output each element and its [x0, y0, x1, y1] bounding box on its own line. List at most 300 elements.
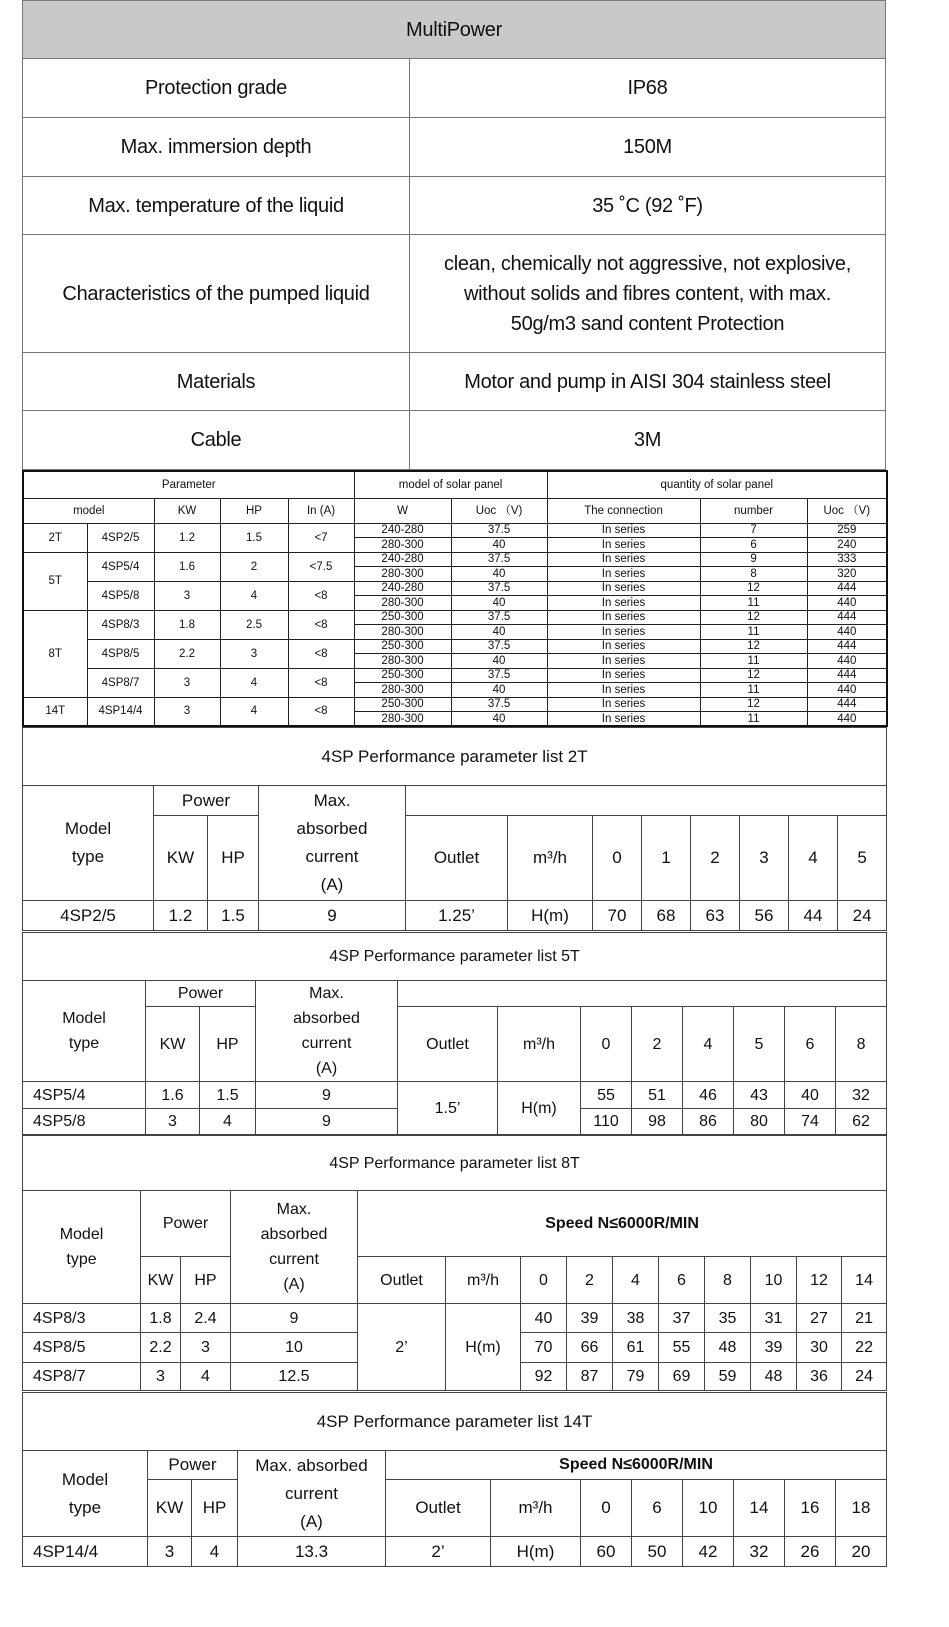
table-cell: HP	[181, 1257, 231, 1304]
table-cell: In series	[547, 654, 700, 669]
table-cell: 4	[220, 668, 288, 697]
table-cell: 250-300	[354, 639, 451, 654]
table-cell: 3	[154, 668, 220, 697]
table-cell: In series	[547, 552, 700, 567]
table-cell: 37.5	[451, 639, 547, 654]
table-cell: 444	[807, 610, 887, 625]
table-cell: 6	[700, 538, 807, 553]
table-cell	[398, 981, 887, 1007]
table-cell: 9	[259, 901, 406, 931]
table-cell: 11	[700, 712, 807, 727]
spec-value: Motor and pump in AISI 304 stainless steel	[410, 353, 886, 411]
table-cell: 5T	[23, 552, 87, 610]
table-cell: 30	[797, 1333, 842, 1363]
table-title-row	[23, 1393, 887, 1451]
table-title: 4SP Performance parameter list 2T	[23, 728, 887, 786]
table-cell: 280-300	[354, 654, 451, 669]
table-cell: 259	[807, 523, 887, 538]
spec-value: 35 ˚C (92 ˚F)	[410, 177, 886, 235]
table-cell: 20	[836, 1537, 887, 1567]
table-cell: Power	[154, 786, 259, 816]
table-cell: 32	[836, 1082, 887, 1109]
table-cell: 1.5	[208, 901, 259, 931]
table-cell: Max. absorbed current (A)	[259, 786, 406, 901]
table-cell: 3	[220, 639, 288, 668]
perf-table-2t	[22, 727, 886, 931]
table-cell: Power	[148, 1451, 238, 1480]
table-cell: 39	[751, 1333, 797, 1363]
table-cell: 2’	[386, 1537, 491, 1567]
table-cell: Max. absorbed current (A)	[238, 1451, 386, 1537]
table-cell: 1.25’	[406, 901, 508, 931]
table-cell: 4	[220, 697, 288, 726]
table-cell: 110	[581, 1109, 632, 1135]
table-title-row	[23, 728, 887, 786]
table-cell: 4SP14/4	[87, 697, 154, 726]
table-cell: Model type	[23, 1191, 141, 1304]
table-cell: 32	[734, 1537, 785, 1567]
table-cell: 98	[632, 1109, 683, 1135]
table-cell: 48	[705, 1333, 751, 1363]
table-row	[23, 1191, 887, 1257]
table-cell: <7.5	[288, 552, 354, 581]
table-cell: KW	[154, 498, 220, 523]
table-cell: 4SP2/5	[87, 523, 154, 552]
table-cell: 240-280	[354, 552, 451, 567]
table-cell: 24	[842, 1363, 887, 1391]
table-cell: <8	[288, 610, 354, 639]
table-cell: 70	[593, 901, 642, 931]
table-cell: 1.8	[154, 610, 220, 639]
spec-label: Max. immersion depth	[23, 118, 410, 177]
table-cell: 11	[700, 654, 807, 669]
table-cell: H(m)	[498, 1082, 581, 1135]
table-cell: <8	[288, 668, 354, 697]
table-cell: KW	[141, 1257, 181, 1304]
table-cell: Power	[141, 1191, 231, 1257]
table-row	[23, 1304, 887, 1333]
table-cell: 0	[521, 1257, 567, 1304]
table-title-row	[23, 933, 887, 981]
table-cell	[406, 786, 887, 816]
table-cell: 3	[154, 581, 220, 610]
table-row	[23, 1007, 887, 1082]
table-cell: 240-280	[354, 523, 451, 538]
table-cell: 24	[838, 901, 887, 931]
table-cell: 4	[220, 581, 288, 610]
table-cell: 74	[785, 1109, 836, 1135]
table-row	[23, 668, 887, 683]
table-cell: 4	[181, 1363, 231, 1391]
table-cell: 2.5	[220, 610, 288, 639]
table-cell: H(m)	[491, 1537, 581, 1567]
table-row	[23, 786, 887, 816]
table-cell: 444	[807, 697, 887, 712]
table-cell: 80	[734, 1109, 785, 1135]
table-cell: 70	[521, 1333, 567, 1363]
table-cell: Power	[146, 981, 256, 1007]
table-cell: Model type	[23, 1451, 148, 1537]
table-cell: 3	[181, 1333, 231, 1363]
table-cell: m³/h	[498, 1007, 581, 1082]
table-cell: 40	[451, 567, 547, 582]
table-cell: 250-300	[354, 610, 451, 625]
table-title: 4SP Performance parameter list 8T	[23, 1136, 887, 1191]
table-cell: 37.5	[451, 581, 547, 596]
table-cell: 2	[691, 816, 740, 901]
table-cell: 3	[141, 1363, 181, 1391]
table-cell: Outlet	[358, 1257, 446, 1304]
table-cell: 12	[700, 668, 807, 683]
table-cell: 2.2	[154, 639, 220, 668]
perf-table-14t	[22, 1392, 886, 1567]
table-cell: In (A)	[288, 498, 354, 523]
table-cell: 1.6	[146, 1082, 200, 1109]
table-cell: In series	[547, 639, 700, 654]
table-cell: 61	[613, 1333, 659, 1363]
spec-label: Cable	[23, 411, 410, 470]
spec-label: Characteristics of the pumped liquid	[23, 235, 410, 353]
table-cell: H(m)	[446, 1304, 521, 1391]
table-cell: Max. absorbed current (A)	[231, 1191, 358, 1304]
spec-title: MultiPower	[23, 1, 886, 59]
table-cell: 56	[740, 901, 789, 931]
table-cell: 5	[734, 1007, 785, 1082]
table-cell: In series	[547, 697, 700, 712]
table-cell: 6	[785, 1007, 836, 1082]
table-row	[23, 1480, 887, 1537]
spec-label: Materials	[23, 353, 410, 411]
table-cell: In series	[547, 567, 700, 582]
table-row	[23, 981, 887, 1007]
table-cell: In series	[547, 596, 700, 611]
table-cell: 8	[700, 567, 807, 582]
table-row	[23, 639, 887, 654]
table-cell: m³/h	[491, 1480, 581, 1537]
table-cell: 44	[789, 901, 838, 931]
table-cell: In series	[547, 625, 700, 640]
table-cell: 440	[807, 654, 887, 669]
table-row	[23, 1537, 887, 1567]
table-cell: 4SP8/7	[87, 668, 154, 697]
table-cell: 1.6	[154, 552, 220, 581]
table-cell: <8	[288, 639, 354, 668]
table-cell: 2	[567, 1257, 613, 1304]
table-row	[23, 1257, 887, 1304]
table-cell: 444	[807, 581, 887, 596]
table-cell: 1	[642, 816, 691, 901]
table-cell: 4	[789, 816, 838, 901]
table-cell: 280-300	[354, 538, 451, 553]
table-cell: 440	[807, 712, 887, 727]
spec-value: IP68	[410, 59, 886, 118]
table-cell: Parameter	[23, 471, 354, 498]
table-cell: In series	[547, 523, 700, 538]
table-cell: 48	[751, 1363, 797, 1391]
table-cell: 13.3	[238, 1537, 386, 1567]
table-cell: 4SP8/5	[87, 639, 154, 668]
table-cell: 8	[705, 1257, 751, 1304]
table-cell: 10	[231, 1333, 358, 1363]
table-cell: 37.5	[451, 610, 547, 625]
table-cell: 37.5	[451, 552, 547, 567]
table-cell: m³/h	[508, 816, 593, 901]
table-cell: 37.5	[451, 697, 547, 712]
table-cell: 63	[691, 901, 740, 931]
table-cell: 440	[807, 596, 887, 611]
table-cell: 280-300	[354, 596, 451, 611]
table-cell: 1.5	[220, 523, 288, 552]
table-cell: 9	[231, 1304, 358, 1333]
table-cell: 250-300	[354, 668, 451, 683]
table-cell: 36	[797, 1363, 842, 1391]
table-cell: 22	[842, 1333, 887, 1363]
table-cell: HP	[220, 498, 288, 523]
table-cell: 12	[700, 697, 807, 712]
table-cell: 11	[700, 683, 807, 698]
table-cell: 4	[200, 1109, 256, 1135]
table-cell: 4SP8/3	[87, 610, 154, 639]
table-cell: 280-300	[354, 683, 451, 698]
table-cell: 42	[683, 1537, 734, 1567]
table-cell: 39	[567, 1304, 613, 1333]
spec-value: 150M	[410, 118, 886, 177]
table-cell: 2	[632, 1007, 683, 1082]
table-cell: 4SP14/4	[23, 1537, 148, 1567]
table-row	[23, 901, 887, 931]
table-row	[23, 498, 887, 523]
table-cell: H(m)	[508, 901, 593, 931]
table-cell: 35	[705, 1304, 751, 1333]
table-cell: 4SP5/4	[23, 1082, 146, 1109]
table-cell: 66	[567, 1333, 613, 1363]
table-cell: <8	[288, 581, 354, 610]
table-row	[23, 523, 887, 538]
table-cell: 3	[148, 1537, 192, 1567]
spec-label: Max. temperature of the liquid	[23, 177, 410, 235]
table-cell: 2.4	[181, 1304, 231, 1333]
table-cell: m³/h	[446, 1257, 521, 1304]
table-title-row	[23, 471, 887, 498]
table-cell: KW	[146, 1007, 200, 1082]
table-cell: In series	[547, 712, 700, 727]
table-cell: 40	[785, 1082, 836, 1109]
table-cell: 37.5	[451, 668, 547, 683]
table-row	[23, 581, 887, 596]
table-cell: W	[354, 498, 451, 523]
table-cell: 43	[734, 1082, 785, 1109]
table-cell: HP	[192, 1480, 238, 1537]
table-cell: 14	[734, 1480, 785, 1537]
table-cell: 55	[581, 1082, 632, 1109]
table-cell: 1.2	[154, 523, 220, 552]
table-cell: 12	[797, 1257, 842, 1304]
table-cell: 55	[659, 1333, 705, 1363]
table-cell: 6	[632, 1480, 683, 1537]
table-row	[23, 552, 887, 567]
table-cell: 79	[613, 1363, 659, 1391]
table-cell: 40	[451, 683, 547, 698]
perf-table-5t	[22, 932, 886, 1135]
table-cell: 86	[683, 1109, 734, 1135]
table-cell: 4SP2/5	[23, 901, 154, 931]
table-cell: 10	[751, 1257, 797, 1304]
table-cell: 2	[220, 552, 288, 581]
table-cell: <8	[288, 697, 354, 726]
table-cell: number	[700, 498, 807, 523]
table-cell: Speed N≤6000R/MIN	[386, 1451, 887, 1480]
table-cell: 1.8	[141, 1304, 181, 1333]
table-cell: 2T	[23, 523, 87, 552]
table-cell: 16	[785, 1480, 836, 1537]
table-cell: HP	[200, 1007, 256, 1082]
table-title: 4SP Performance parameter list 5T	[23, 933, 887, 981]
table-cell: 87	[567, 1363, 613, 1391]
table-cell: 4	[683, 1007, 734, 1082]
table-cell: 40	[451, 538, 547, 553]
table-cell: In series	[547, 668, 700, 683]
table-cell: 12	[700, 639, 807, 654]
table-cell: 60	[581, 1537, 632, 1567]
table-cell: 280-300	[354, 712, 451, 727]
table-cell: 69	[659, 1363, 705, 1391]
table-cell: 12	[700, 610, 807, 625]
table-cell: Outlet	[398, 1007, 498, 1082]
table-cell: 2.2	[141, 1333, 181, 1363]
table-cell: 11	[700, 625, 807, 640]
table-cell: 40	[521, 1304, 567, 1333]
table-cell: quantity of solar panel	[547, 471, 887, 498]
table-cell: Outlet	[406, 816, 508, 901]
table-cell: 4SP8/3	[23, 1304, 141, 1333]
table-cell: 250-300	[354, 697, 451, 712]
table-cell: 1.2	[154, 901, 208, 931]
table-cell: 51	[632, 1082, 683, 1109]
table-cell: 27	[797, 1304, 842, 1333]
table-cell: 37.5	[451, 523, 547, 538]
table-cell: 4SP8/7	[23, 1363, 141, 1391]
table-cell: 320	[807, 567, 887, 582]
table-cell: 21	[842, 1304, 887, 1333]
table-cell: 2’	[358, 1304, 446, 1391]
table-cell: 0	[581, 1480, 632, 1537]
table-cell: <7	[288, 523, 354, 552]
table-cell: 4SP5/4	[87, 552, 154, 581]
table-cell: 280-300	[354, 625, 451, 640]
table-cell: 240-280	[354, 581, 451, 596]
table-cell: 1.5	[200, 1082, 256, 1109]
spec-table	[22, 0, 886, 470]
table-cell: 0	[593, 816, 642, 901]
table-cell: In series	[547, 610, 700, 625]
table-cell: 50	[632, 1537, 683, 1567]
table-cell: 8T	[23, 610, 87, 697]
table-row	[23, 610, 887, 625]
table-cell: 9	[256, 1082, 398, 1109]
table-cell: Uoc （V)	[451, 498, 547, 523]
table-cell: 40	[451, 712, 547, 727]
table-cell: 9	[256, 1109, 398, 1135]
table-cell: 14	[842, 1257, 887, 1304]
spec-label: Protection grade	[23, 59, 410, 118]
table-cell: 12	[700, 581, 807, 596]
table-cell: 11	[700, 596, 807, 611]
table-cell: Uoc （V)	[807, 498, 887, 523]
table-cell: 6	[659, 1257, 705, 1304]
table-cell: 7	[700, 523, 807, 538]
table-cell: model	[23, 498, 154, 523]
table-row	[23, 697, 887, 712]
table-cell: 37	[659, 1304, 705, 1333]
table-cell: 59	[705, 1363, 751, 1391]
table-cell: 4SP5/8	[87, 581, 154, 610]
table-cell: 1.5’	[398, 1082, 498, 1135]
table-cell: Speed N≤6000R/MIN	[358, 1191, 887, 1257]
table-cell: 46	[683, 1082, 734, 1109]
table-cell: The connection	[547, 498, 700, 523]
table-title-row	[23, 1136, 887, 1191]
table-row	[23, 1451, 887, 1480]
table-cell: KW	[148, 1480, 192, 1537]
table-cell: 3	[740, 816, 789, 901]
table-cell: 444	[807, 639, 887, 654]
table-cell: 9	[700, 552, 807, 567]
table-cell: 280-300	[354, 567, 451, 582]
table-cell: 10	[683, 1480, 734, 1537]
table-cell: model of solar panel	[354, 471, 547, 498]
table-cell: 38	[613, 1304, 659, 1333]
table-cell: 444	[807, 668, 887, 683]
table-cell: 4	[613, 1257, 659, 1304]
table-cell: 92	[521, 1363, 567, 1391]
table-cell: 62	[836, 1109, 887, 1135]
table-cell: 0	[581, 1007, 632, 1082]
table-cell: 4	[192, 1537, 238, 1567]
solar-panel-table	[22, 470, 886, 727]
table-cell: 14T	[23, 697, 87, 726]
table-cell: 8	[836, 1007, 887, 1082]
table-cell: 18	[836, 1480, 887, 1537]
table-cell: 333	[807, 552, 887, 567]
table-cell: Model type	[23, 786, 154, 901]
table-title: 4SP Performance parameter list 14T	[23, 1393, 887, 1451]
table-cell: HP	[208, 816, 259, 901]
table-cell: Outlet	[386, 1480, 491, 1537]
table-cell: 440	[807, 683, 887, 698]
table-cell: Model type	[23, 981, 146, 1082]
table-cell: KW	[154, 816, 208, 901]
table-row	[23, 1082, 887, 1109]
table-cell: 12.5	[231, 1363, 358, 1391]
table-cell: 68	[642, 901, 691, 931]
table-cell: 40	[451, 596, 547, 611]
table-cell: 40	[451, 625, 547, 640]
table-cell: 40	[451, 654, 547, 669]
spec-value: clean, chemically not aggressive, not explosive, without solids and fibres content, with max. 50g/m3 sand content Protection	[410, 235, 886, 353]
table-cell: Max. absorbed current (A)	[256, 981, 398, 1082]
spec-value: 3M	[410, 411, 886, 470]
table-cell: In series	[547, 683, 700, 698]
table-cell: 3	[146, 1109, 200, 1135]
table-cell: In series	[547, 581, 700, 596]
table-cell: 5	[838, 816, 887, 901]
table-cell: In series	[547, 538, 700, 553]
perf-table-8t	[22, 1135, 886, 1391]
table-cell: 4SP8/5	[23, 1333, 141, 1363]
table-cell: 31	[751, 1304, 797, 1333]
table-cell: 4SP5/8	[23, 1109, 146, 1135]
table-cell: 240	[807, 538, 887, 553]
